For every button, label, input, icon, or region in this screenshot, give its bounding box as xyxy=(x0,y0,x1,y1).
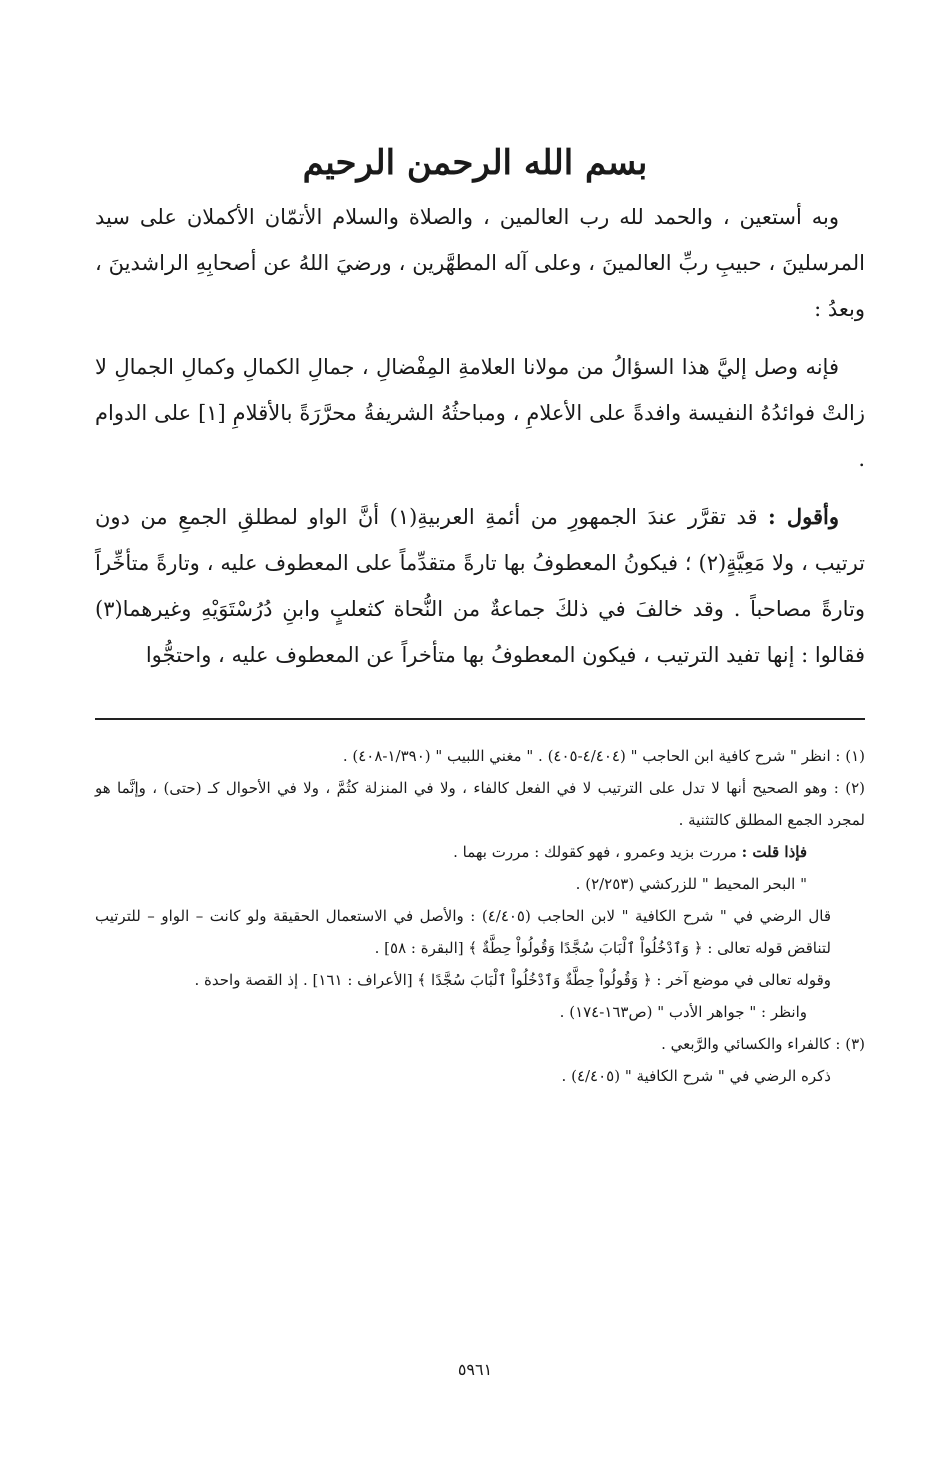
footnote-3-reference: ذكره الرضي في " شرح الكافية " (٤/٤٠٥) . xyxy=(561,1067,831,1085)
footnote-2-reference: " البحر المحيط " للزركشي (٢/٢٥٣) . xyxy=(575,875,807,893)
footnote-2-example xyxy=(95,836,865,868)
footnote-divider xyxy=(95,718,865,720)
footnote-3: (٣) : كالفراء والكسائي والرَّبعي . xyxy=(661,1035,865,1053)
footnote-2-other-verse: وقوله تعالى في موضع آخر : ﴿ وَقُولُواْ حِطَّةٌ وَٱدْخُلُواْ ٱلْبَابَ سُجَّدًا ﴾ [الأعراف : ١٦١] . إذ القصة واحدة . xyxy=(194,971,831,989)
page-number: ٥٩٦١ xyxy=(457,1360,493,1379)
footnote-2-see-also: وانظر : " جواهر الأدب " (ص١٦٣-١٧٤) . xyxy=(559,1003,807,1021)
footnote-2: (٢) : وهو الصحيح أنها لا تدل على الترتيب لا في الفعل كالفاء ، ولا في المنزلة كثُمَّ ، ولا في الأحوال كـ (حتى) ، وإنَّما هو لمجرد الجمع المطلق كالتثنية . xyxy=(95,779,865,829)
basmala-title: بسم الله الرحمن الرحيم xyxy=(302,143,648,183)
main-text xyxy=(95,194,865,690)
paragraph-3 xyxy=(95,494,865,678)
footnote-1: (١) : انظر " شرح كافية ابن الحاجب " (٤/٤٠٤-٤٠٥) . " مغني اللبيب " (١/٣٩٠-٤٠٨) . xyxy=(342,747,865,765)
footnotes xyxy=(95,740,865,1092)
paragraph-2: فإنه وصل إليَّ هذا السؤالُ من مولانا العلامةِ المِفْضالِ ، جمالِ الكمالِ وكمالِ الجمالِ لا زالتْ فوائدُهُ النفيسة وافدةً على الأعلامِ ، ومباحثُهُ الشريفةُ محرَّرَةً بالأقلامِ [١] على الدوام . xyxy=(95,355,865,471)
footnote-2-example-text: مررت بزيد وعمرو ، فهو كقولك : مررت بهما . xyxy=(453,843,737,861)
paragraph-3-text: قد تقرَّر عندَ الجمهورِ من أئمةِ العربيةِ(١) أنَّ الواو لمطلقِ الجمعِ من دون ترتيب ، ولا مَعِيَّةٍ(٢) ؛ فيكونُ المعطوفُ بها تارةً متقدِّماً على المعطوف عليه ، وتارةً متأخِّراً وتارةً مصاحباً . وقد خالفَ في ذلكَ جماعةٌ من النُّحاة كثعلبٍ وابنِ دُرُسْتَوَيْهِ وغيرهما(٣) فقالوا : إنها تفيد الترتيب ، فيكون المعطوفُ بها متأخراً عن المعطوف عليه ، واحتجُّوا xyxy=(95,505,865,667)
paragraph-3-lead: وأقول : xyxy=(768,504,839,529)
footnote-2-bold: فإذا قلت : xyxy=(741,843,807,861)
paragraph-1: وبه أستعين ، والحمد لله رب العالمين ، والصلاة والسلام الأتمّان الأكملان على سيد المرسلينَ ، حبيبِ ربِّ العالمينَ ، وعلى آله المطهَّرين ، ورضيَ اللهُ عن أصحابِهِ الراشدينَ ، وبعدُ : xyxy=(95,205,865,321)
footnote-2-radi: قال الرضي في " شرح الكافية " لابن الحاجب (٤/٤٠٥) : والأصل في الاستعمال الحقيقة ولو كانت – الواو – للترتيب لتناقض قوله تعالى : ﴿ وَٱدْخُلُواْ ٱلْبَابَ سُجَّدًا وَقُولُواْ حِطَّةٌ ﴾ [البقرة : ٥٨] . xyxy=(95,907,831,957)
